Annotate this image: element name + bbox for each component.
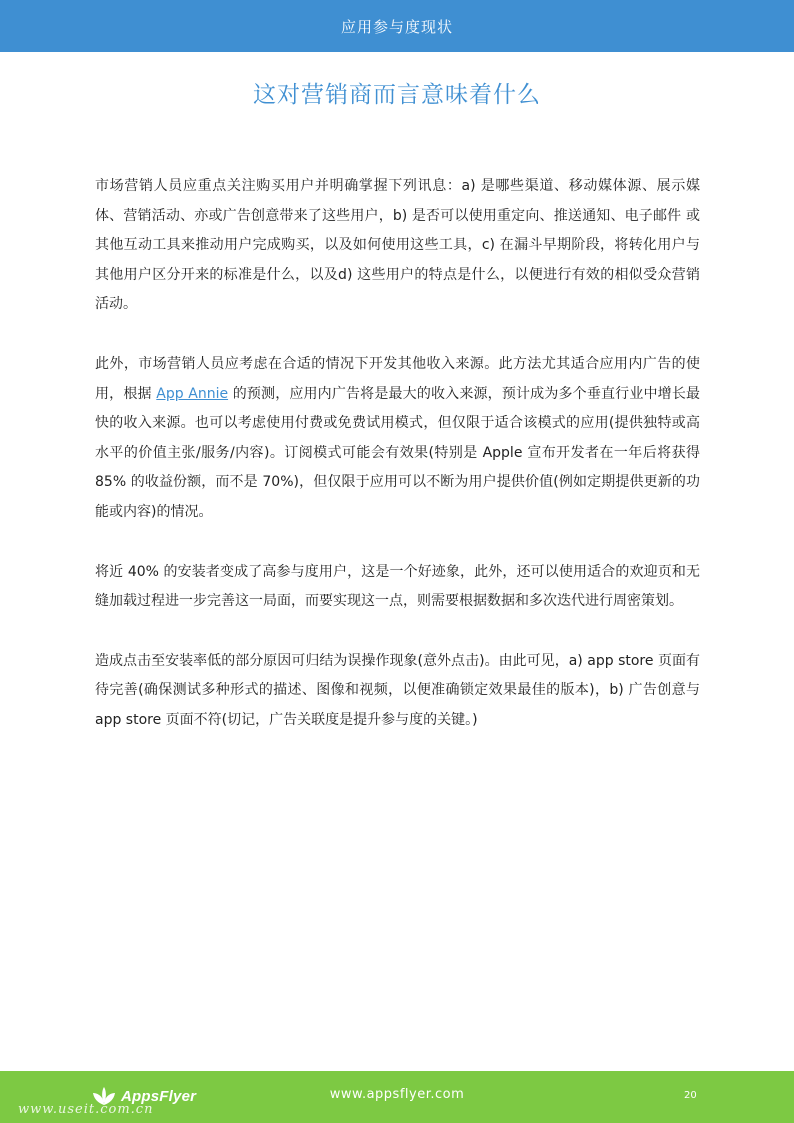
header-title: 应用参与度现状 xyxy=(340,17,453,36)
page-header xyxy=(0,0,794,52)
footer-url: www.appsflyer.com xyxy=(329,1087,465,1102)
paragraph-2-text-before: 此外，市场营销人员应考虑在合适的情况下开发其他收入来源。此方法尤其适合应用内广告的使用，根据 xyxy=(95,355,700,402)
paragraph-2-text-after: 的预测，应用内广告将是最大的收入来源，预计成为多个垂直行业中增长最快的收入来源。也可以考虑使用付费或免费试用模式，但仅限于适合该模式的应用(提供独特或高水平的价值主张/服务/内容)。订阅模式可能会有效果(特别是 Apple 宣布开发者在一年后将获得 85% 的收益份额，而不是 70%)，但仅限于应用可以不断为用户提供价值(例如定期提供更新的功能或内容)的情况。 xyxy=(95,385,700,520)
paragraph-3: 将近 40% 的安装者变成了高参与度用户，这是一个好迹象，此外，还可以使用适合的欢迎页和无缝加载过程进一步完善这一局面，而要实现这一点，则需要根据数据和多次迭代进行周密策划。 xyxy=(95,563,700,610)
page-title: 这对营销商而言意味着什么 xyxy=(253,82,541,108)
watermark: www.useit.com.cn xyxy=(18,1102,154,1117)
page-number: 20 xyxy=(684,1090,697,1101)
paragraph-4: 造成点击至安装率低的部分原因可归结为误操作现象(意外点击)。由此可见，a) app store 页面有待完善(确保测试多种形式的描述、图像和视频，以便准确锁定效果最佳的版本)，b) 广告创意与 app store 页面不符(切记，广告关联度是提升参与度的关键。) xyxy=(95,652,700,728)
body-content xyxy=(95,172,700,766)
logo-text: AppsFlyer xyxy=(121,1087,197,1105)
app-annie-link[interactable]: App Annie xyxy=(156,385,229,402)
page-footer xyxy=(0,1071,794,1123)
paragraph-2 xyxy=(95,350,700,528)
paragraph-1: 市场营销人员应重点关注购买用户并明确掌握下列讯息：a) 是哪些渠道、移动媒体源、展示媒体、营销活动、亦或广告创意带来了这些用户，b) 是否可以使用重定向、推送通知、电子邮件 或其他互动工具来推动用户完成购买，以及如何使用这些工具，c) 在漏斗早期阶段，将转化用户与其他用户区分开来的标准是什么，以及d) 这些用户的特点是什么，以便进行有效的相似受众营销活动。 xyxy=(95,178,700,313)
